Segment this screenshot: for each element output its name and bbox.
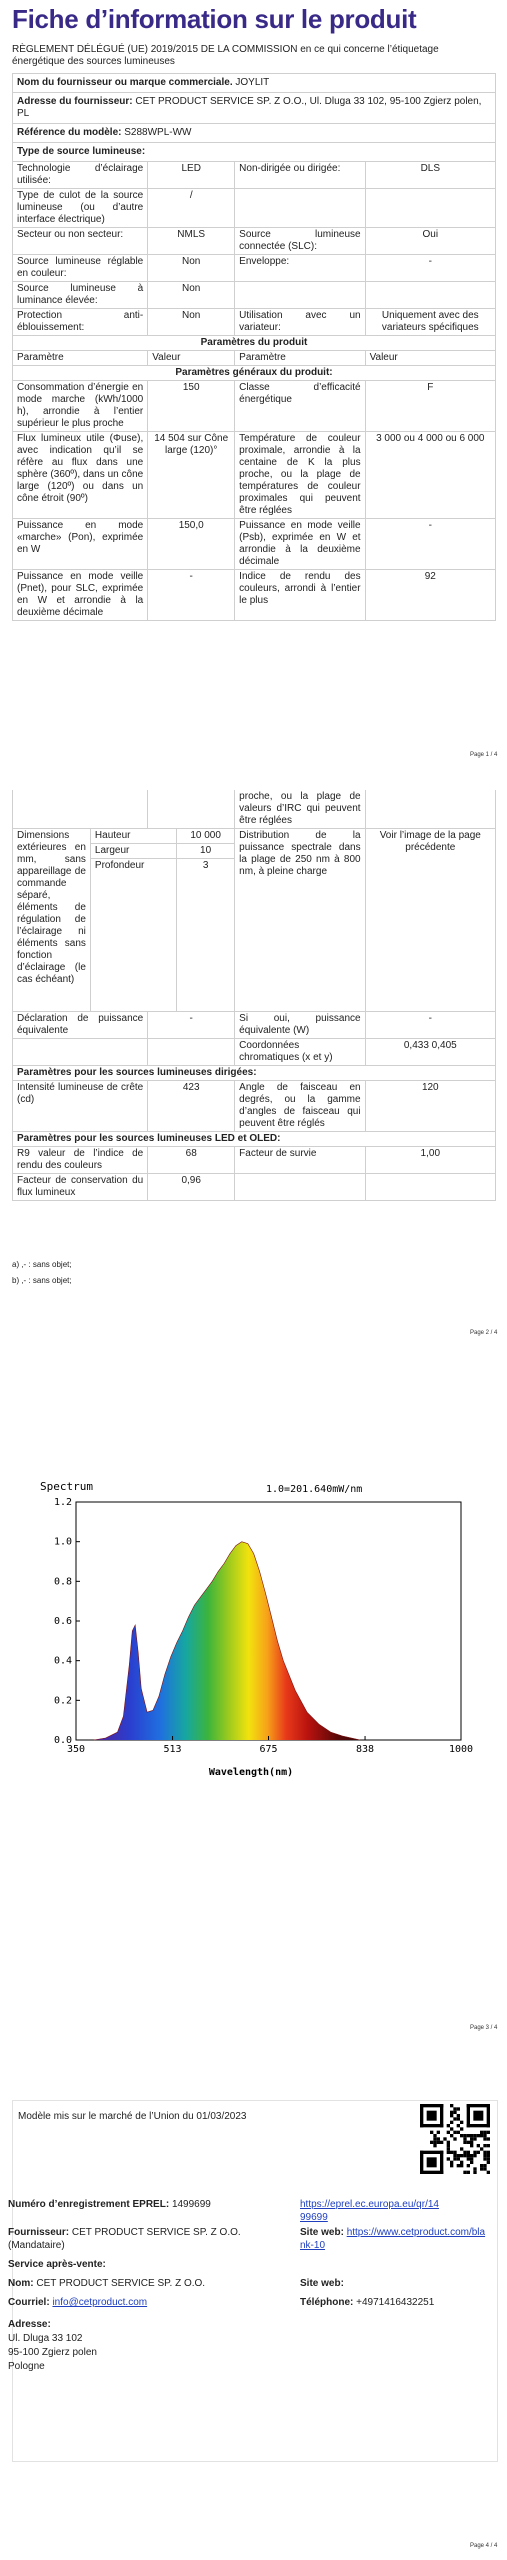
x-tick-label: 513: [163, 1744, 182, 1755]
x-tick-label: 838: [356, 1744, 375, 1755]
address-label: Adresse:: [8, 2319, 51, 2330]
qr-code: [420, 2104, 490, 2174]
dimensions-label: Dimensions extérieures en mm, sans appareillage de commande séparé, éléments de régulation de l’éclairage ni éléments sans fonction d’éclairage (le cas échéant): [17, 830, 86, 985]
table-row: Type de culot de la source lumineuse (ou d’autre interface électrique) /: [13, 189, 496, 228]
address-line-1: Ul. Dluga 33 102: [8, 2333, 83, 2344]
y-tick-label: 0.0: [53, 1735, 72, 1746]
page-number: Page 4 / 4: [470, 2543, 498, 2549]
general-params-title: Paramètres généraux du produit:: [13, 366, 496, 381]
table-row: Puissance en mode veille (Pnet), pour SLC, exprimée en W et arrondie à la deuxième décimale - Indice de rendu des couleurs, arrondi à l’entier le plus 92: [13, 570, 496, 621]
x-tick-label: 1000: [448, 1744, 474, 1755]
address-line-2: 95-100 Zgierz polen: [8, 2347, 97, 2358]
table-row: Facteur de conservation du flux lumineux 0,96: [13, 1174, 496, 1201]
y-tick-label: 1.2: [53, 1497, 72, 1508]
footnote-a: a) ,- : sans objet;: [12, 1260, 72, 1269]
supplier-value: JOYLIT: [235, 77, 270, 88]
table-row: Puissance en mode «marche» (Pon), exprimée en W 150,0 Puissance en mode veille (Psb), exprimée en W et arrondie à la deuxième décimale -: [13, 519, 496, 570]
page-number: Page 3 / 4: [470, 2025, 498, 2031]
directed-title: Paramètres pour les sources lumineuses dirigées:: [13, 1066, 496, 1081]
supplier-name: CET PRODUCT SERVICE SP. Z O.O. (Mandataire): [8, 2227, 241, 2251]
service-label: Service après-vente:: [8, 2259, 106, 2270]
phone-number: +4971416432251: [356, 2297, 435, 2308]
eprel-number: 1499699: [171, 2199, 211, 2210]
table-row: R9 valeur de l’indice de rendu des couleurs 68 Facteur de survie 1,00: [13, 1147, 496, 1174]
table-row: Technologie d’éclairage utilisée: LED Non-dirigée ou dirigée: DLS: [13, 162, 496, 189]
x-tick-label: 350: [66, 1744, 86, 1755]
address-line-3: Pologne: [8, 2361, 45, 2372]
table-row: Source lumineuse réglable en couleur: Non Enveloppe: -: [13, 255, 496, 282]
page-1: [0, 0, 507, 760]
source-type-label: Type de source lumineuse:: [13, 143, 496, 162]
supplier-label: Nom du fournisseur ou marque commerciale.: [17, 77, 233, 88]
model-label: Référence du modèle:: [17, 127, 122, 138]
page-number: Page 1 / 4: [470, 752, 498, 758]
site-link[interactable]: https://www.cetproduct.com/blank-10: [300, 2227, 486, 2251]
address-label: Adresse du fournisseur:: [17, 96, 133, 107]
model-value: S288WPL-WW: [124, 127, 192, 138]
email-link[interactable]: info@cetproduct.com: [52, 2297, 148, 2308]
page-title: Fiche d’information sur le produit: [12, 4, 417, 34]
table-row: Déclaration de puissance équivalente - Si oui, puissance équivalente (W) -: [13, 1012, 496, 1039]
qr-code-image: [420, 2104, 490, 2174]
y-tick-label: 0.4: [53, 1655, 72, 1667]
y-tick-label: 0.2: [53, 1695, 72, 1707]
spectrum-chart: [36, 1480, 474, 1780]
params-title: Paramètres du produit: [13, 336, 496, 351]
eprel-link[interactable]: https://eprel.ec.europa.eu/qr/1499699: [300, 2199, 439, 2223]
page-number: Page 2 / 4: [470, 1330, 498, 1336]
page-4: Modèle mis sur le marché de l’Union du 01/03/2023 Numéro d’enregistrement EPREL: 1499699 https://eprel.ec.europa.eu/qr/1499699 Fournisseur: CET PRODUCT SERVICE SP. Z O.O. (Mandataire) Site web: https://www.cetproduct.com/blank-10 Service après-vente: Nom: CET PRODUCT SERVICE SP. Z O.O. Site web: Courriel: info@cetproduct.com Téléphone: +4971416432251 Adresse: Ul. Dluga 33 102 95-100 Zgierz polen Pologne Page 4 / 4: [0, 2100, 507, 2560]
spectrum-plot: [54, 1497, 473, 1755]
table-row: Flux lumineux utile (Φuse), avec indication qu’il se réfère au flux dans une sphère (360º), dans un cône large (120º) ou dans un cône étroit (90º) 14 504 sur Cône large (120)° Température de couleur proximale, arrondie à la centaine de K la plus proche, ou la plage de températures de couleur proximales qui peuvent être réglées 3 000 ou 4 000 ou 6 000: [13, 432, 496, 519]
footnote-b: b) ,- : sans objet;: [12, 1276, 72, 1285]
table-row: Source lumineuse à luminance élevée: Non: [13, 282, 496, 309]
product-params-table-cont: [12, 790, 496, 1201]
x-tick-label: 675: [259, 1744, 278, 1755]
service-name: CET PRODUCT SERVICE SP. Z O.O.: [36, 2278, 206, 2289]
table-row: proche, ou la plage de valeurs d’IRC qui peuvent être réglées: [13, 790, 496, 829]
x-axis-label: Wavelength(nm): [208, 1767, 294, 1778]
page-3: [0, 1480, 507, 2040]
table-row: Secteur ou non secteur: NMLS Source lumineuse connectée (SLC): Oui: [13, 228, 496, 255]
table-row: Intensité lumineuse de crête (cd) 423 Angle de faisceau en degrés, ou la gamme d’angles de faisceau qui peuvent être réglés 120: [13, 1081, 496, 1132]
table-row: Protection anti-éblouissement: Non Utilisation avec un variateur: Uniquement avec des variateurs spécifiques: [13, 309, 496, 336]
address-value: CET PRODUCT SERVICE SP. Z O.O., Ul. Dluga 33 102, 95-100 Zgierz polen, PL: [17, 96, 482, 119]
page-2: [0, 790, 507, 1350]
table-row: Dimensions extérieures en mm, sans appareillage de commande séparé, éléments de régulation de l’éclairage ni éléments sans fonction d’éclairage (le cas échéant) Hauteur 10 000 Largeur 10 Profondeur 3 Distribution de la puissance spectrale dans la plage de 250 nm à 800 nm, à pleine charge Voir l’image de la page précédente: [13, 829, 496, 1012]
table-row: Consommation d’énergie en mode marche (kWh/1000 h), arrondie à l’entier supérieur le plus proche 150 Classe d’efficacité énergétique F: [13, 381, 496, 432]
market-date: Modèle mis sur le marché de l’Union du 01/03/2023: [18, 2111, 247, 2122]
product-info-table: Nom du fournisseur ou marque commerciale. JOYLIT Adresse du fournisseur: CET PRODUCT SERVICE SP. Z O.O., Ul. Dluga 33 102, 95-100 Zgierz polen, PL Référence du modèle: S288WPL-WW Type de source lumineuse: Technologie d’éclairage utilisée: LED Non-dirigée ou dirigée: DLS Type de culot de la source lumineuse (ou d’autre interface électrique) / Secteur ou non secteur: NMLS Source lumineuse connectée (SLC): Oui Source lumineuse réglable en couleur: Non Enveloppe: - Source lumineuse à luminance élevée: Non Protection anti-éblouissement: Non Utilisation avec un variateur: Uniquement avec des variateurs spécifiques Paramètres du produit Paramètre Valeur Paramètre Valeur Paramètres généraux du produit: Consommation d’énergie en mode marche (kWh/1000 h), arrondie à l’entier supérieur le plus proche 150 Classe d’efficacité énergétique F Flux lumineux utile (Φuse), avec indication qu’il se réfère au flux dans une sphère (360º), dans un cône large (120º) ou dans un cône étroit (90º) 14 504 sur Cône large (120)° Température de couleur proximale, arrondie à la centaine de K la plus proche, ou la plage de températures de couleur proximales qui peuvent être réglées 3 000 ou 4 000 ou 6 000 Puissance en mode «marche» (Pon), exprimée en W 150,0 Puissance en mode veille (Psb), exprimée en W et arrondie à la deuxième décimale - Puissance en mode veille (Pnet), pour SLC, exprimée en W et arrondie à la deuxième décimale - Indice de rendu des couleurs, arrondi à l’entier le plus 92: [12, 73, 496, 621]
table-row: Coordonnées chromatiques (x et y) 0,433 0,405: [13, 1039, 496, 1066]
y-tick-label: 0.6: [53, 1616, 72, 1627]
chart-annotation: 1.0=201.640mW/nm: [266, 1484, 363, 1495]
regulation-subtitle: RÈGLEMENT DÉLÉGUÉ (UE) 2019/2015 DE LA COMMISSION en ce qui concerne l’étiquetage énergétique des sources lumineuses: [12, 44, 439, 67]
y-tick-label: 0.8: [53, 1576, 72, 1588]
site-label-2: Site web:: [300, 2278, 344, 2289]
y-tick-label: 1.0: [53, 1536, 72, 1548]
led-title: Paramètres pour les sources lumineuses LED et OLED:: [13, 1132, 496, 1147]
chart-title: Spectrum: [40, 1480, 93, 1493]
